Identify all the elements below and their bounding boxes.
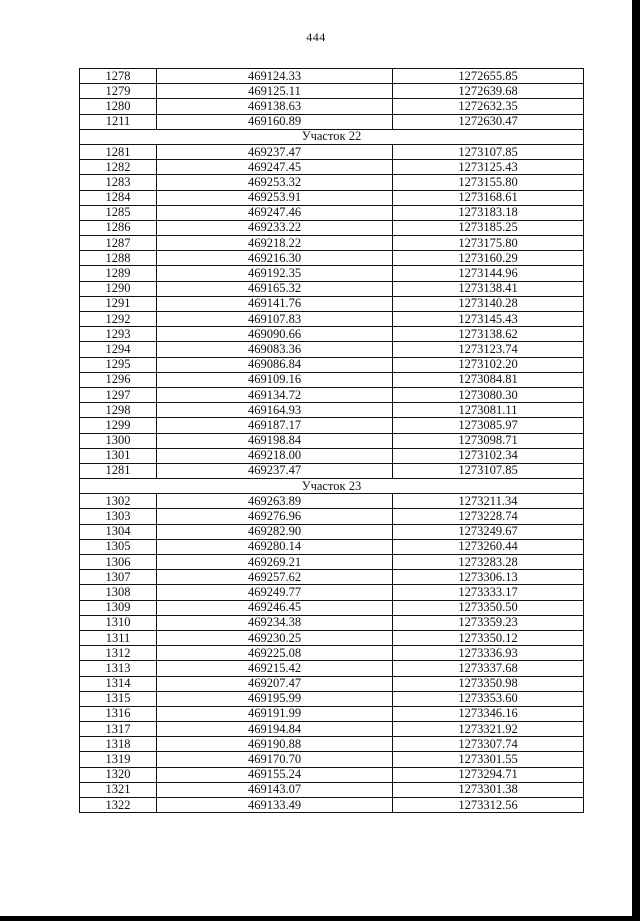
x-coordinate-cell: 469230.25 xyxy=(157,630,393,645)
y-coordinate-cell: 1273294.71 xyxy=(393,767,584,782)
y-coordinate-cell: 1273211.34 xyxy=(393,494,584,509)
table-row xyxy=(80,463,584,478)
point-number-cell: 1319 xyxy=(80,752,157,767)
point-number-cell: 1284 xyxy=(80,190,157,205)
y-coordinate-cell: 1273102.34 xyxy=(393,448,584,463)
x-coordinate-cell: 469198.84 xyxy=(157,433,393,448)
table-row xyxy=(80,99,584,114)
x-coordinate-cell: 469247.46 xyxy=(157,205,393,220)
y-coordinate-cell: 1273185.25 xyxy=(393,220,584,235)
point-number-cell: 1321 xyxy=(80,782,157,797)
y-coordinate-cell: 1273353.60 xyxy=(393,691,584,706)
x-coordinate-cell: 469187.17 xyxy=(157,418,393,433)
point-number-cell: 1307 xyxy=(80,570,157,585)
y-coordinate-cell: 1273312.56 xyxy=(393,798,584,813)
y-coordinate-cell: 1273160.29 xyxy=(393,251,584,266)
table-row xyxy=(80,691,584,706)
x-coordinate-cell: 469125.11 xyxy=(157,84,393,99)
table-row xyxy=(80,798,584,813)
point-number-cell: 1298 xyxy=(80,403,157,418)
y-coordinate-cell: 1273350.12 xyxy=(393,630,584,645)
section-title: Участок 22 xyxy=(80,129,584,144)
table-row xyxy=(80,722,584,737)
point-number-cell: 1318 xyxy=(80,737,157,752)
table-row xyxy=(80,160,584,175)
point-number-cell: 1294 xyxy=(80,342,157,357)
table-row xyxy=(80,676,584,691)
y-coordinate-cell: 1273144.96 xyxy=(393,266,584,281)
y-coordinate-cell: 1273228.74 xyxy=(393,509,584,524)
y-coordinate-cell: 1273085.97 xyxy=(393,418,584,433)
y-coordinate-cell: 1273168.61 xyxy=(393,190,584,205)
y-coordinate-cell: 1273283.28 xyxy=(393,555,584,570)
point-number-cell: 1295 xyxy=(80,357,157,372)
point-number-cell: 1281 xyxy=(80,463,157,478)
y-coordinate-cell: 1273123.74 xyxy=(393,342,584,357)
x-coordinate-cell: 469237.47 xyxy=(157,144,393,159)
table-row xyxy=(80,494,584,509)
table-row xyxy=(80,357,584,372)
x-coordinate-cell: 469170.70 xyxy=(157,752,393,767)
table-row xyxy=(80,630,584,645)
point-number-cell: 1311 xyxy=(80,630,157,645)
y-coordinate-cell: 1273350.98 xyxy=(393,676,584,691)
point-number-cell: 1296 xyxy=(80,372,157,387)
x-coordinate-cell: 469190.88 xyxy=(157,737,393,752)
table-row xyxy=(80,114,584,129)
y-coordinate-cell: 1273359.23 xyxy=(393,615,584,630)
x-coordinate-cell: 469143.07 xyxy=(157,782,393,797)
x-coordinate-cell: 469165.32 xyxy=(157,281,393,296)
x-coordinate-cell: 469124.33 xyxy=(157,69,393,84)
point-number-cell: 1305 xyxy=(80,539,157,554)
y-coordinate-cell: 1273080.30 xyxy=(393,387,584,402)
y-coordinate-cell: 1273107.85 xyxy=(393,144,584,159)
x-coordinate-cell: 469192.35 xyxy=(157,266,393,281)
point-number-cell: 1300 xyxy=(80,433,157,448)
y-coordinate-cell: 1273346.16 xyxy=(393,706,584,721)
x-coordinate-cell: 469249.77 xyxy=(157,585,393,600)
point-number-cell: 1308 xyxy=(80,585,157,600)
point-number-cell: 1283 xyxy=(80,175,157,190)
x-coordinate-cell: 469218.00 xyxy=(157,448,393,463)
x-coordinate-cell: 469090.66 xyxy=(157,327,393,342)
y-coordinate-cell: 1273140.28 xyxy=(393,296,584,311)
x-coordinate-cell: 469133.49 xyxy=(157,798,393,813)
x-coordinate-cell: 469276.96 xyxy=(157,509,393,524)
y-coordinate-cell: 1273138.62 xyxy=(393,327,584,342)
coordinates-table-body xyxy=(80,69,584,813)
table-row xyxy=(80,737,584,752)
x-coordinate-cell: 469141.76 xyxy=(157,296,393,311)
x-coordinate-cell: 469269.21 xyxy=(157,555,393,570)
y-coordinate-cell: 1273336.93 xyxy=(393,646,584,661)
x-coordinate-cell: 469263.89 xyxy=(157,494,393,509)
table-row xyxy=(80,615,584,630)
table-row xyxy=(80,327,584,342)
x-coordinate-cell: 469155.24 xyxy=(157,767,393,782)
y-coordinate-cell: 1273125.43 xyxy=(393,160,584,175)
y-coordinate-cell: 1273301.55 xyxy=(393,752,584,767)
table-row xyxy=(80,387,584,402)
point-number-cell: 1322 xyxy=(80,798,157,813)
x-coordinate-cell: 469237.47 xyxy=(157,463,393,478)
table-row xyxy=(80,190,584,205)
table-row xyxy=(80,312,584,327)
y-coordinate-cell: 1273301.38 xyxy=(393,782,584,797)
point-number-cell: 1281 xyxy=(80,144,157,159)
table-row xyxy=(80,84,584,99)
y-coordinate-cell: 1273337.68 xyxy=(393,661,584,676)
table-row xyxy=(80,220,584,235)
point-number-cell: 1304 xyxy=(80,524,157,539)
table-row xyxy=(80,555,584,570)
table-row xyxy=(80,403,584,418)
page-number: 444 xyxy=(306,30,326,44)
coordinates-table xyxy=(79,68,584,813)
table-row xyxy=(80,600,584,615)
x-coordinate-cell: 469195.99 xyxy=(157,691,393,706)
x-coordinate-cell: 469215.42 xyxy=(157,661,393,676)
table-row xyxy=(80,418,584,433)
point-number-cell: 1315 xyxy=(80,691,157,706)
point-number-cell: 1320 xyxy=(80,767,157,782)
table-row xyxy=(80,205,584,220)
table-row xyxy=(80,509,584,524)
point-number-cell: 1302 xyxy=(80,494,157,509)
x-coordinate-cell: 469246.45 xyxy=(157,600,393,615)
y-coordinate-cell: 1273183.18 xyxy=(393,205,584,220)
point-number-cell: 1279 xyxy=(80,84,157,99)
point-number-cell: 1303 xyxy=(80,509,157,524)
y-coordinate-cell: 1273350.50 xyxy=(393,600,584,615)
y-coordinate-cell: 1272655.85 xyxy=(393,69,584,84)
table-row xyxy=(80,752,584,767)
table-row xyxy=(80,646,584,661)
x-coordinate-cell: 469160.89 xyxy=(157,114,393,129)
y-coordinate-cell: 1273098.71 xyxy=(393,433,584,448)
x-coordinate-cell: 469086.84 xyxy=(157,357,393,372)
point-number-cell: 1288 xyxy=(80,251,157,266)
table-row xyxy=(80,69,584,84)
y-coordinate-cell: 1273175.80 xyxy=(393,236,584,251)
x-coordinate-cell: 469194.84 xyxy=(157,722,393,737)
x-coordinate-cell: 469280.14 xyxy=(157,539,393,554)
y-coordinate-cell: 1272639.68 xyxy=(393,84,584,99)
point-number-cell: 1313 xyxy=(80,661,157,676)
point-number-cell: 1310 xyxy=(80,615,157,630)
point-number-cell: 1211 xyxy=(80,114,157,129)
table-row xyxy=(80,661,584,676)
y-coordinate-cell: 1273084.81 xyxy=(393,372,584,387)
y-coordinate-cell: 1273321.92 xyxy=(393,722,584,737)
y-coordinate-cell: 1273107.85 xyxy=(393,463,584,478)
table-row xyxy=(80,296,584,311)
x-coordinate-cell: 469247.45 xyxy=(157,160,393,175)
y-coordinate-cell: 1273307.74 xyxy=(393,737,584,752)
point-number-cell: 1299 xyxy=(80,418,157,433)
table-row xyxy=(80,539,584,554)
y-coordinate-cell: 1273145.43 xyxy=(393,312,584,327)
point-number-cell: 1278 xyxy=(80,69,157,84)
x-coordinate-cell: 469138.63 xyxy=(157,99,393,114)
point-number-cell: 1316 xyxy=(80,706,157,721)
point-number-cell: 1306 xyxy=(80,555,157,570)
x-coordinate-cell: 469234.38 xyxy=(157,615,393,630)
point-number-cell: 1312 xyxy=(80,646,157,661)
x-coordinate-cell: 469134.72 xyxy=(157,387,393,402)
y-coordinate-cell: 1273333.17 xyxy=(393,585,584,600)
y-coordinate-cell: 1272632.35 xyxy=(393,99,584,114)
table-row xyxy=(80,372,584,387)
y-coordinate-cell: 1272630.47 xyxy=(393,114,584,129)
point-number-cell: 1287 xyxy=(80,236,157,251)
x-coordinate-cell: 469253.32 xyxy=(157,175,393,190)
point-number-cell: 1289 xyxy=(80,266,157,281)
x-coordinate-cell: 469233.22 xyxy=(157,220,393,235)
y-coordinate-cell: 1273260.44 xyxy=(393,539,584,554)
x-coordinate-cell: 469218.22 xyxy=(157,236,393,251)
point-number-cell: 1297 xyxy=(80,387,157,402)
x-coordinate-cell: 469109.16 xyxy=(157,372,393,387)
y-coordinate-cell: 1273306.13 xyxy=(393,570,584,585)
y-coordinate-cell: 1273249.67 xyxy=(393,524,584,539)
point-number-cell: 1317 xyxy=(80,722,157,737)
table-row xyxy=(80,585,584,600)
table-row xyxy=(80,144,584,159)
y-coordinate-cell: 1273102.20 xyxy=(393,357,584,372)
y-coordinate-cell: 1273155.80 xyxy=(393,175,584,190)
point-number-cell: 1290 xyxy=(80,281,157,296)
table-row xyxy=(80,524,584,539)
table-row xyxy=(80,433,584,448)
table-row xyxy=(80,782,584,797)
x-coordinate-cell: 469257.62 xyxy=(157,570,393,585)
x-coordinate-cell: 469282.90 xyxy=(157,524,393,539)
table-row xyxy=(80,175,584,190)
x-coordinate-cell: 469253.91 xyxy=(157,190,393,205)
point-number-cell: 1282 xyxy=(80,160,157,175)
point-number-cell: 1291 xyxy=(80,296,157,311)
point-number-cell: 1285 xyxy=(80,205,157,220)
x-coordinate-cell: 469216.30 xyxy=(157,251,393,266)
table-row xyxy=(80,570,584,585)
y-coordinate-cell: 1273138.41 xyxy=(393,281,584,296)
table-row xyxy=(80,281,584,296)
table-row xyxy=(80,706,584,721)
point-number-cell: 1280 xyxy=(80,99,157,114)
table-row xyxy=(80,767,584,782)
section-header-row xyxy=(80,129,584,144)
x-coordinate-cell: 469207.47 xyxy=(157,676,393,691)
x-coordinate-cell: 469225.08 xyxy=(157,646,393,661)
table-row xyxy=(80,236,584,251)
point-number-cell: 1301 xyxy=(80,448,157,463)
x-coordinate-cell: 469107.83 xyxy=(157,312,393,327)
x-coordinate-cell: 469164.93 xyxy=(157,403,393,418)
point-number-cell: 1292 xyxy=(80,312,157,327)
point-number-cell: 1314 xyxy=(80,676,157,691)
point-number-cell: 1286 xyxy=(80,220,157,235)
section-title: Участок 23 xyxy=(80,479,584,494)
table-row xyxy=(80,448,584,463)
y-coordinate-cell: 1273081.11 xyxy=(393,403,584,418)
section-header-row xyxy=(80,479,584,494)
x-coordinate-cell: 469083.36 xyxy=(157,342,393,357)
table-row xyxy=(80,266,584,281)
table-row xyxy=(80,342,584,357)
x-coordinate-cell: 469191.99 xyxy=(157,706,393,721)
point-number-cell: 1293 xyxy=(80,327,157,342)
point-number-cell: 1309 xyxy=(80,600,157,615)
table-row xyxy=(80,251,584,266)
